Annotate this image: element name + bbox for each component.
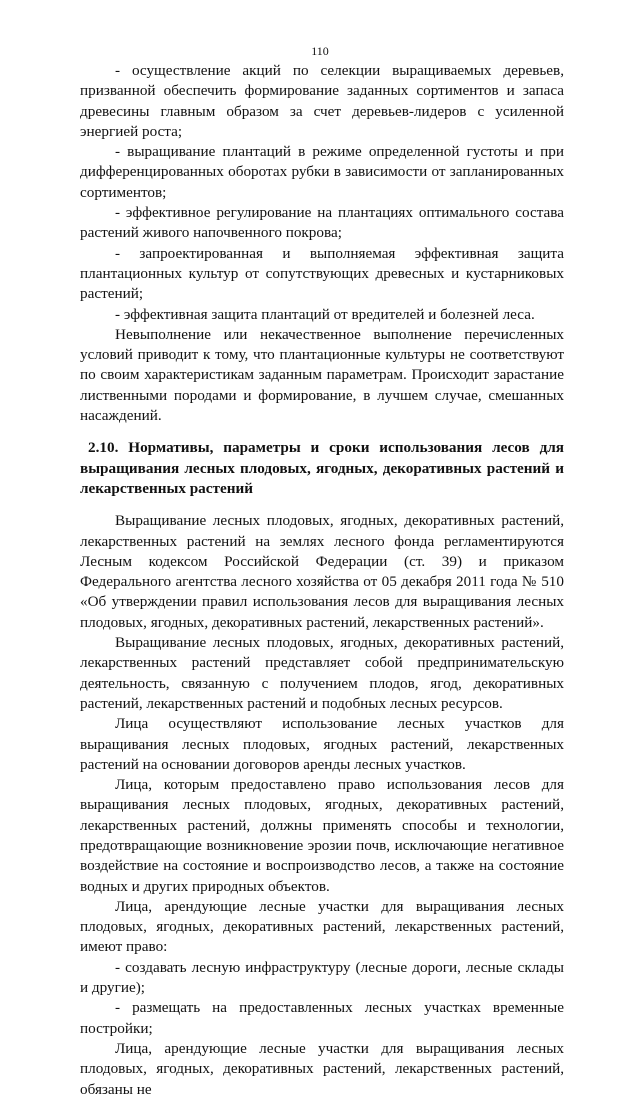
list-item-protection-pests: - эффективная защита плантаций от вредителей и болезней леса. <box>115 305 535 323</box>
section-number: 2.10. <box>88 439 119 457</box>
list-item-infrastructure: - создавать лесную инфраструктуру (лесные дороги, лесные склады и другие); <box>80 958 564 997</box>
section-title: Нормативы, параметры и сроки использования лесов для выращивания лесных плодовых, ягодных, декоративных растений и лекарственных растений <box>80 439 565 497</box>
section-heading <box>80 438 564 499</box>
paragraph-technologies: Лица, которым предоставлено право использования лесов для выращивания лесных плодовых, ягодных, декоративных растений, лекарственных растений, должны применять способы и технологии, предотвращающие возникновение эрозии почв, исключающие негативное воздействие на состояние и воспроизводство лесов, а также на состояние водных и других природных объектов. <box>80 776 564 895</box>
list-item-plantation-growing: - выращивание плантаций в режиме определенной густоты и при дифференцированных оборотах рубки в зависимости от запланированных сортиментов; <box>80 143 564 201</box>
list-item-protection-shrubs: - запроектированная и выполняемая эффективная защита плантационных культур от сопутствующих древесных и кустарниковых растений; <box>80 244 564 303</box>
paragraph-obligations: Лица, арендующие лесные участки для выращивания лесных плодовых, ягодных, декоративных растений, лекарственных растений, обязаны не <box>80 1039 564 1098</box>
paragraph-definition: Выращивание лесных плодовых, ягодных, декоративных растений, лекарственных растений представляет собой предпринимательскую деятельность, связанную с получением плодов, ягод, декоративных растений, лекарственных растений и подобных лесных ресурсов. <box>80 634 564 712</box>
list-item-selection: - осуществление акций по селекции выращиваемых деревьев, призванной обеспечить формирование заданных сортиментов и запаса древесины главным образом за счет деревьев-лидеров с усиленной энергией роста; <box>80 62 564 140</box>
list-item-temporary-buildings: - размещать на предоставленных лесных участках временные постройки; <box>80 999 564 1037</box>
page-content <box>80 61 564 1100</box>
paragraph-noncompliance: Невыполнение или некачественное выполнение перечисленных условий приводит к тому, что плантационные культуры не соответствуют по своим характеристикам заданным параметрам. Происходит зарастание лиственными породами и формирование, в лучшем случае, смешанных насаждений. <box>80 325 564 425</box>
list-item-ground-cover: - эффективное регулирование на плантациях оптимального состава растений живого напочвенного покрова; <box>80 204 564 242</box>
paragraph-lease-basis: Лица осуществляют использование лесных участков для выращивания лесных плодовых, ягодных растений, лекарственных растений на основании договоров аренды лесных участков. <box>80 715 564 773</box>
paragraph-rights-intro: Лица, арендующие лесные участки для выращивания лесных плодовых, ягодных, декоративных растений, лекарственных растений, имеют право: <box>80 897 564 956</box>
page-number: 110 <box>311 44 329 58</box>
paragraph-regulation: Выращивание лесных плодовых, ягодных, декоративных растений, лекарственных растений на землях лесного фонда регламентируются Лесным кодексом Российской Федерации (ст. 39) и приказом Федерального агентства лесного хозяйства от 05 декабря 2011 года № 510 «Об утверждении правил использования лесов для выращивания лесных плодовых, ягодных, декоративных растений, лекарственных растений». <box>80 512 564 631</box>
